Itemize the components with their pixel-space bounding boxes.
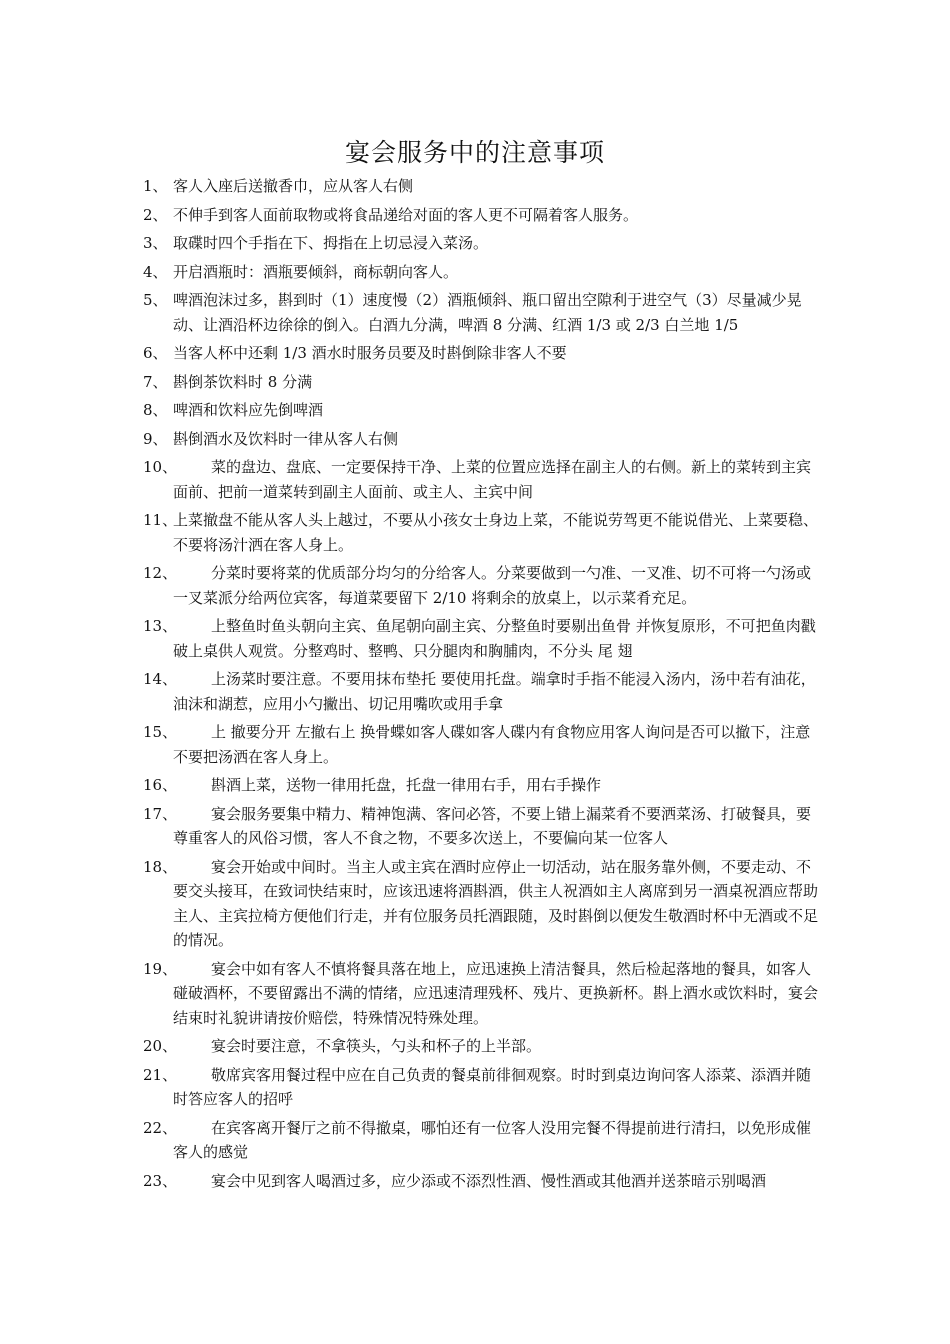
item-text: 分菜时要将菜的优质部分均匀的分给客人。分菜要做到一勺准、一叉准、切不可将一勺汤或一叉菜派分给两位宾客，每道菜要留下 2/10 将剩余的放桌上，以示菜肴充足。 [173, 564, 812, 607]
item-number: 18、 [143, 857, 178, 876]
item-text: 取碟时四个手指在下、拇指在上切忌浸入菜汤。 [173, 234, 489, 252]
list-item [143, 720, 819, 769]
item-number: 20、 [143, 1037, 178, 1055]
item-number: 6、 [143, 344, 168, 362]
item-text: 斟酒上菜，送物一律用托盘，托盘一律用右手，用右手操作 [211, 776, 602, 794]
list-item [143, 288, 819, 337]
list-item [143, 203, 819, 228]
item-number: 16、 [143, 776, 178, 794]
list-item [143, 957, 819, 1031]
item-text: 上整鱼时鱼头朝向主宾、鱼尾朝向副主宾、分整鱼时要剔出鱼骨 并恢复原形，不可把鱼肉戳破上桌供人观赏。分整鸡时、整鸭、只分腿肉和胸脯肉，不分头 尾 翅 [173, 617, 816, 660]
list-item [143, 398, 819, 423]
item-text: 斟倒茶饮料时 8 分满 [173, 372, 313, 391]
list-item [143, 561, 819, 610]
item-number: 19、 [143, 959, 178, 978]
item-number: 4、 [143, 262, 168, 281]
item-text: 宴会开始或中间时。当主人或主宾在酒时应停止一切活动，站在服务靠外侧，不要走动、不要交头接耳，在致词快结束时，应该迅速将酒斟酒，供主人祝酒如主人离席到另一酒桌祝酒应帮助主人、主宾拉椅方便他们行走，并有位服务员托酒跟随，及时斟倒以便发生敬酒时杯中无酒或不足的情况。 [173, 857, 819, 949]
list-item [143, 667, 819, 716]
item-number: 15、 [143, 723, 178, 741]
item-number: 11、 [143, 511, 178, 529]
list-item [143, 773, 819, 798]
item-text: 啤酒和饮料应先倒啤酒 [173, 401, 324, 419]
item-number: 7、 [143, 372, 168, 391]
item-text: 上菜撤盘不能从客人头上越过，不要从小孩女士身边上菜，不能说劳驾更不能说借光、上菜要稳、不要将汤汁洒在客人身上。 [173, 511, 819, 554]
page-title: 宴会服务中的注意事项 [344, 138, 605, 167]
list-item [143, 508, 819, 557]
item-number: 8、 [143, 401, 168, 419]
item-number: 12、 [143, 564, 178, 582]
item-text: 上汤菜时要注意。不要用抹布垫托 要使用托盘。端拿时手指不能浸入汤内，汤中若有油花，油沫和湖惹，应用小勺撇出、切记用嘴吹或用手拿 [173, 670, 816, 713]
notice-list [143, 174, 819, 1197]
item-text: 宴会时要注意，不拿筷头，勺头和杯子的上半部。 [211, 1037, 542, 1055]
item-text: 斟倒酒水及饮料时一律从客人右侧 [173, 429, 399, 448]
list-item [143, 1116, 819, 1165]
list-item [143, 427, 819, 452]
item-number: 23、 [143, 1171, 178, 1190]
item-number: 1、 [143, 177, 168, 195]
item-number: 2、 [143, 205, 168, 224]
item-number: 21、 [143, 1065, 178, 1084]
list-item [143, 260, 819, 285]
item-text: 宴会中如有客人不慎将餐具落在地上，应迅速换上清洁餐具，然后检起落地的餐具，如客人碰破酒杯，不要留露出不满的情绪，应迅速清理残杯、残片、更换新杯。斟上酒水或饮料时，宴会结束时礼貌讲请按价赔偿，特殊情况特殊处理。 [173, 959, 819, 1027]
item-text: 敬席宾客用餐过程中应在自己负责的餐桌前徘徊观察。时时到桌边询问客人添菜、添酒并随时答应客人的招呼 [173, 1065, 812, 1108]
list-item [143, 1063, 819, 1112]
list-item [143, 1169, 819, 1194]
item-text: 上 撤要分开 左撤右上 换骨蝶如客人碟如客人碟内有食物应用客人询问是否可以撤下，注意不要把汤洒在客人身上。 [173, 723, 811, 766]
item-number: 14、 [143, 670, 178, 688]
list-item [143, 174, 819, 199]
item-text: 啤酒泡沫过多，斟到时（1）速度慢（2）酒瓶倾斜、瓶口留出空隙利于进空气（3）尽量减少晃动、让酒沿杯边徐徐的倒入。白酒九分满，啤酒 8 分满、红酒 1/3 或 2/3 白兰地 1/5 [173, 291, 802, 334]
list-item [143, 802, 819, 851]
item-text: 当客人杯中还剩 1/3 酒水时服务员要及时斟倒除非客人不要 [173, 344, 567, 362]
item-text: 宴会服务要集中精力、精神饱满、客问必答，不要上错上漏菜肴不要洒菜汤、打破餐具，要尊重客人的风俗习惯，客人不食之物，不要多次送上，不要偏向某一位客人 [173, 804, 812, 847]
item-number: 5、 [143, 291, 168, 309]
item-number: 10、 [143, 458, 178, 476]
item-number: 17、 [143, 804, 178, 823]
list-item [143, 855, 819, 953]
item-text: 菜的盘边、盘底、一定要保持干净、上菜的位置应选择在副主人的右侧。新上的菜转到主宾面前、把前一道菜转到副主人面前、或主人、主宾中间 [173, 458, 812, 501]
item-number: 22、 [143, 1118, 178, 1137]
item-text: 宴会中见到客人喝酒过多，应少添或不添烈性酒、慢性酒或其他酒并送茶暗示别喝酒 [211, 1171, 767, 1190]
list-item [143, 370, 819, 395]
list-item [143, 341, 819, 366]
item-text: 开启酒瓶时：酒瓶要倾斜，商标朝向客人。 [173, 262, 459, 281]
item-number: 3、 [143, 234, 168, 252]
list-item [143, 455, 819, 504]
list-item [143, 614, 819, 663]
item-number: 9、 [143, 429, 168, 448]
item-text: 在宾客离开餐厅之前不得撤桌，哪怕还有一位客人没用完餐不得提前进行清扫，以免形成催客人的感觉 [173, 1118, 812, 1161]
list-item [143, 1034, 819, 1059]
item-number: 13、 [143, 617, 178, 635]
item-text: 客人入座后送撤香巾，应从客人右侧 [173, 177, 414, 195]
item-text: 不伸手到客人面前取物或将食品递给对面的客人更不可隔着客人服务。 [173, 205, 639, 224]
list-item [143, 231, 819, 256]
